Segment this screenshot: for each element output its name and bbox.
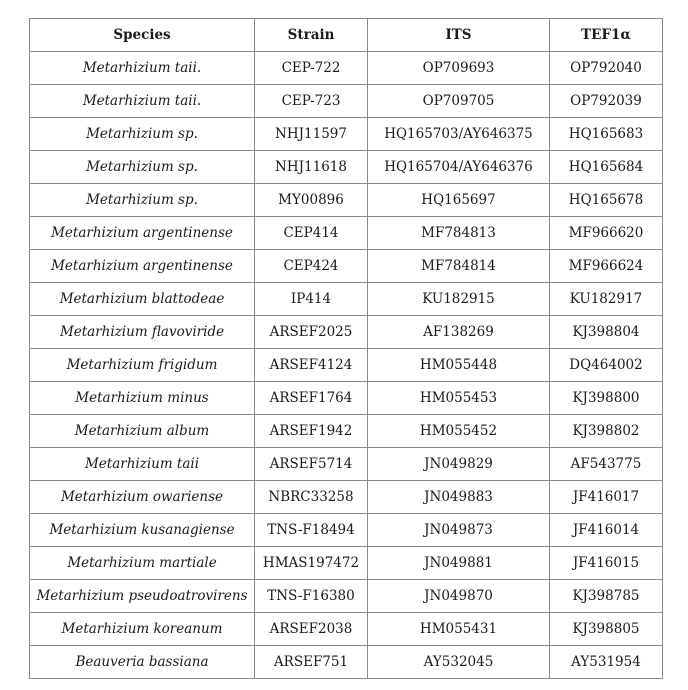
table-row [30,448,663,481]
table-row [30,481,663,514]
cell-tef1a: OP792039 [550,85,663,118]
table-row [30,283,663,316]
cell-tef1a: KJ398800 [550,382,663,415]
table-row [30,316,663,349]
cell-tef1a: KJ398805 [550,613,663,646]
cell-species: Metarhizium blattodeae [30,283,255,316]
cell-species: Metarhizium argentinense [30,250,255,283]
cell-tef1a: KJ398804 [550,316,663,349]
cell-tef1a: KU182917 [550,283,663,316]
cell-strain: HMAS197472 [255,547,368,580]
header-its: ITS [368,19,550,52]
cell-species: Metarhizium martiale [30,547,255,580]
cell-strain: ARSEF4124 [255,349,368,382]
cell-its: MF784814 [368,250,550,283]
cell-species: Metarhizium sp. [30,151,255,184]
cell-its: MF784813 [368,217,550,250]
cell-tef1a: JF416017 [550,481,663,514]
header-strain: Strain [255,19,368,52]
cell-tef1a: OP792040 [550,52,663,85]
cell-species: Beauveria bassiana [30,646,255,679]
cell-strain: NHJ11597 [255,118,368,151]
cell-strain: ARSEF751 [255,646,368,679]
table-row [30,580,663,613]
cell-species: Metarhizium album [30,415,255,448]
table-row [30,382,663,415]
table-row [30,151,663,184]
cell-tef1a: DQ464002 [550,349,663,382]
cell-species: Metarhizium flavoviride [30,316,255,349]
cell-species: Metarhizium taii [30,448,255,481]
cell-strain: TNS-F18494 [255,514,368,547]
table-row [30,646,663,679]
cell-species: Metarhizium sp. [30,184,255,217]
cell-species: Metarhizium taii. [30,52,255,85]
header-species: Species [30,19,255,52]
table-row [30,349,663,382]
cell-tef1a: AY531954 [550,646,663,679]
cell-its: HM055448 [368,349,550,382]
cell-its: HQ165703/AY646375 [368,118,550,151]
cell-its: HQ165704/AY646376 [368,151,550,184]
cell-strain: NHJ11618 [255,151,368,184]
cell-its: JN049829 [368,448,550,481]
cell-its: HM055431 [368,613,550,646]
cell-its: KU182915 [368,283,550,316]
cell-its: HM055452 [368,415,550,448]
table-row [30,250,663,283]
cell-species: Metarhizium owariense [30,481,255,514]
table-row [30,118,663,151]
cell-strain: ARSEF5714 [255,448,368,481]
cell-tef1a: HQ165683 [550,118,663,151]
cell-species: Metarhizium argentinense [30,217,255,250]
cell-its: OP709693 [368,52,550,85]
cell-strain: CEP-723 [255,85,368,118]
header-row [30,19,663,52]
cell-strain: NBRC33258 [255,481,368,514]
cell-species: Metarhizium kusanagiense [30,514,255,547]
cell-its: HM055453 [368,382,550,415]
cell-strain: ARSEF1942 [255,415,368,448]
cell-tef1a: JF416014 [550,514,663,547]
cell-species: Metarhizium minus [30,382,255,415]
cell-its: JN049881 [368,547,550,580]
table-header [30,19,663,52]
cell-strain: CEP-722 [255,52,368,85]
table-row [30,184,663,217]
cell-strain: ARSEF2038 [255,613,368,646]
cell-tef1a: HQ165678 [550,184,663,217]
cell-tef1a: KJ398802 [550,415,663,448]
cell-species: Metarhizium pseudoatrovirens [30,580,255,613]
cell-strain: ARSEF2025 [255,316,368,349]
table-body [30,52,663,679]
table-row [30,547,663,580]
header-tef1a: TEF1α [550,19,663,52]
cell-its: AY532045 [368,646,550,679]
cell-its: JN049870 [368,580,550,613]
cell-species: Metarhizium taii. [30,85,255,118]
cell-tef1a: JF416015 [550,547,663,580]
cell-its: AF138269 [368,316,550,349]
cell-strain: TNS-F16380 [255,580,368,613]
cell-tef1a: KJ398785 [550,580,663,613]
cell-tef1a: HQ165684 [550,151,663,184]
cell-strain: MY00896 [255,184,368,217]
table-row [30,415,663,448]
cell-strain: ARSEF1764 [255,382,368,415]
cell-species: Metarhizium sp. [30,118,255,151]
table-row [30,52,663,85]
species-strain-table [29,18,663,679]
cell-its: HQ165697 [368,184,550,217]
cell-tef1a: MF966620 [550,217,663,250]
cell-strain: CEP414 [255,217,368,250]
cell-its: JN049873 [368,514,550,547]
cell-strain: CEP424 [255,250,368,283]
cell-species: Metarhizium frigidum [30,349,255,382]
table-row [30,85,663,118]
table-row [30,514,663,547]
cell-tef1a: MF966624 [550,250,663,283]
table-row [30,217,663,250]
cell-strain: IP414 [255,283,368,316]
cell-species: Metarhizium koreanum [30,613,255,646]
cell-tef1a: AF543775 [550,448,663,481]
cell-its: JN049883 [368,481,550,514]
table-row [30,613,663,646]
cell-its: OP709705 [368,85,550,118]
